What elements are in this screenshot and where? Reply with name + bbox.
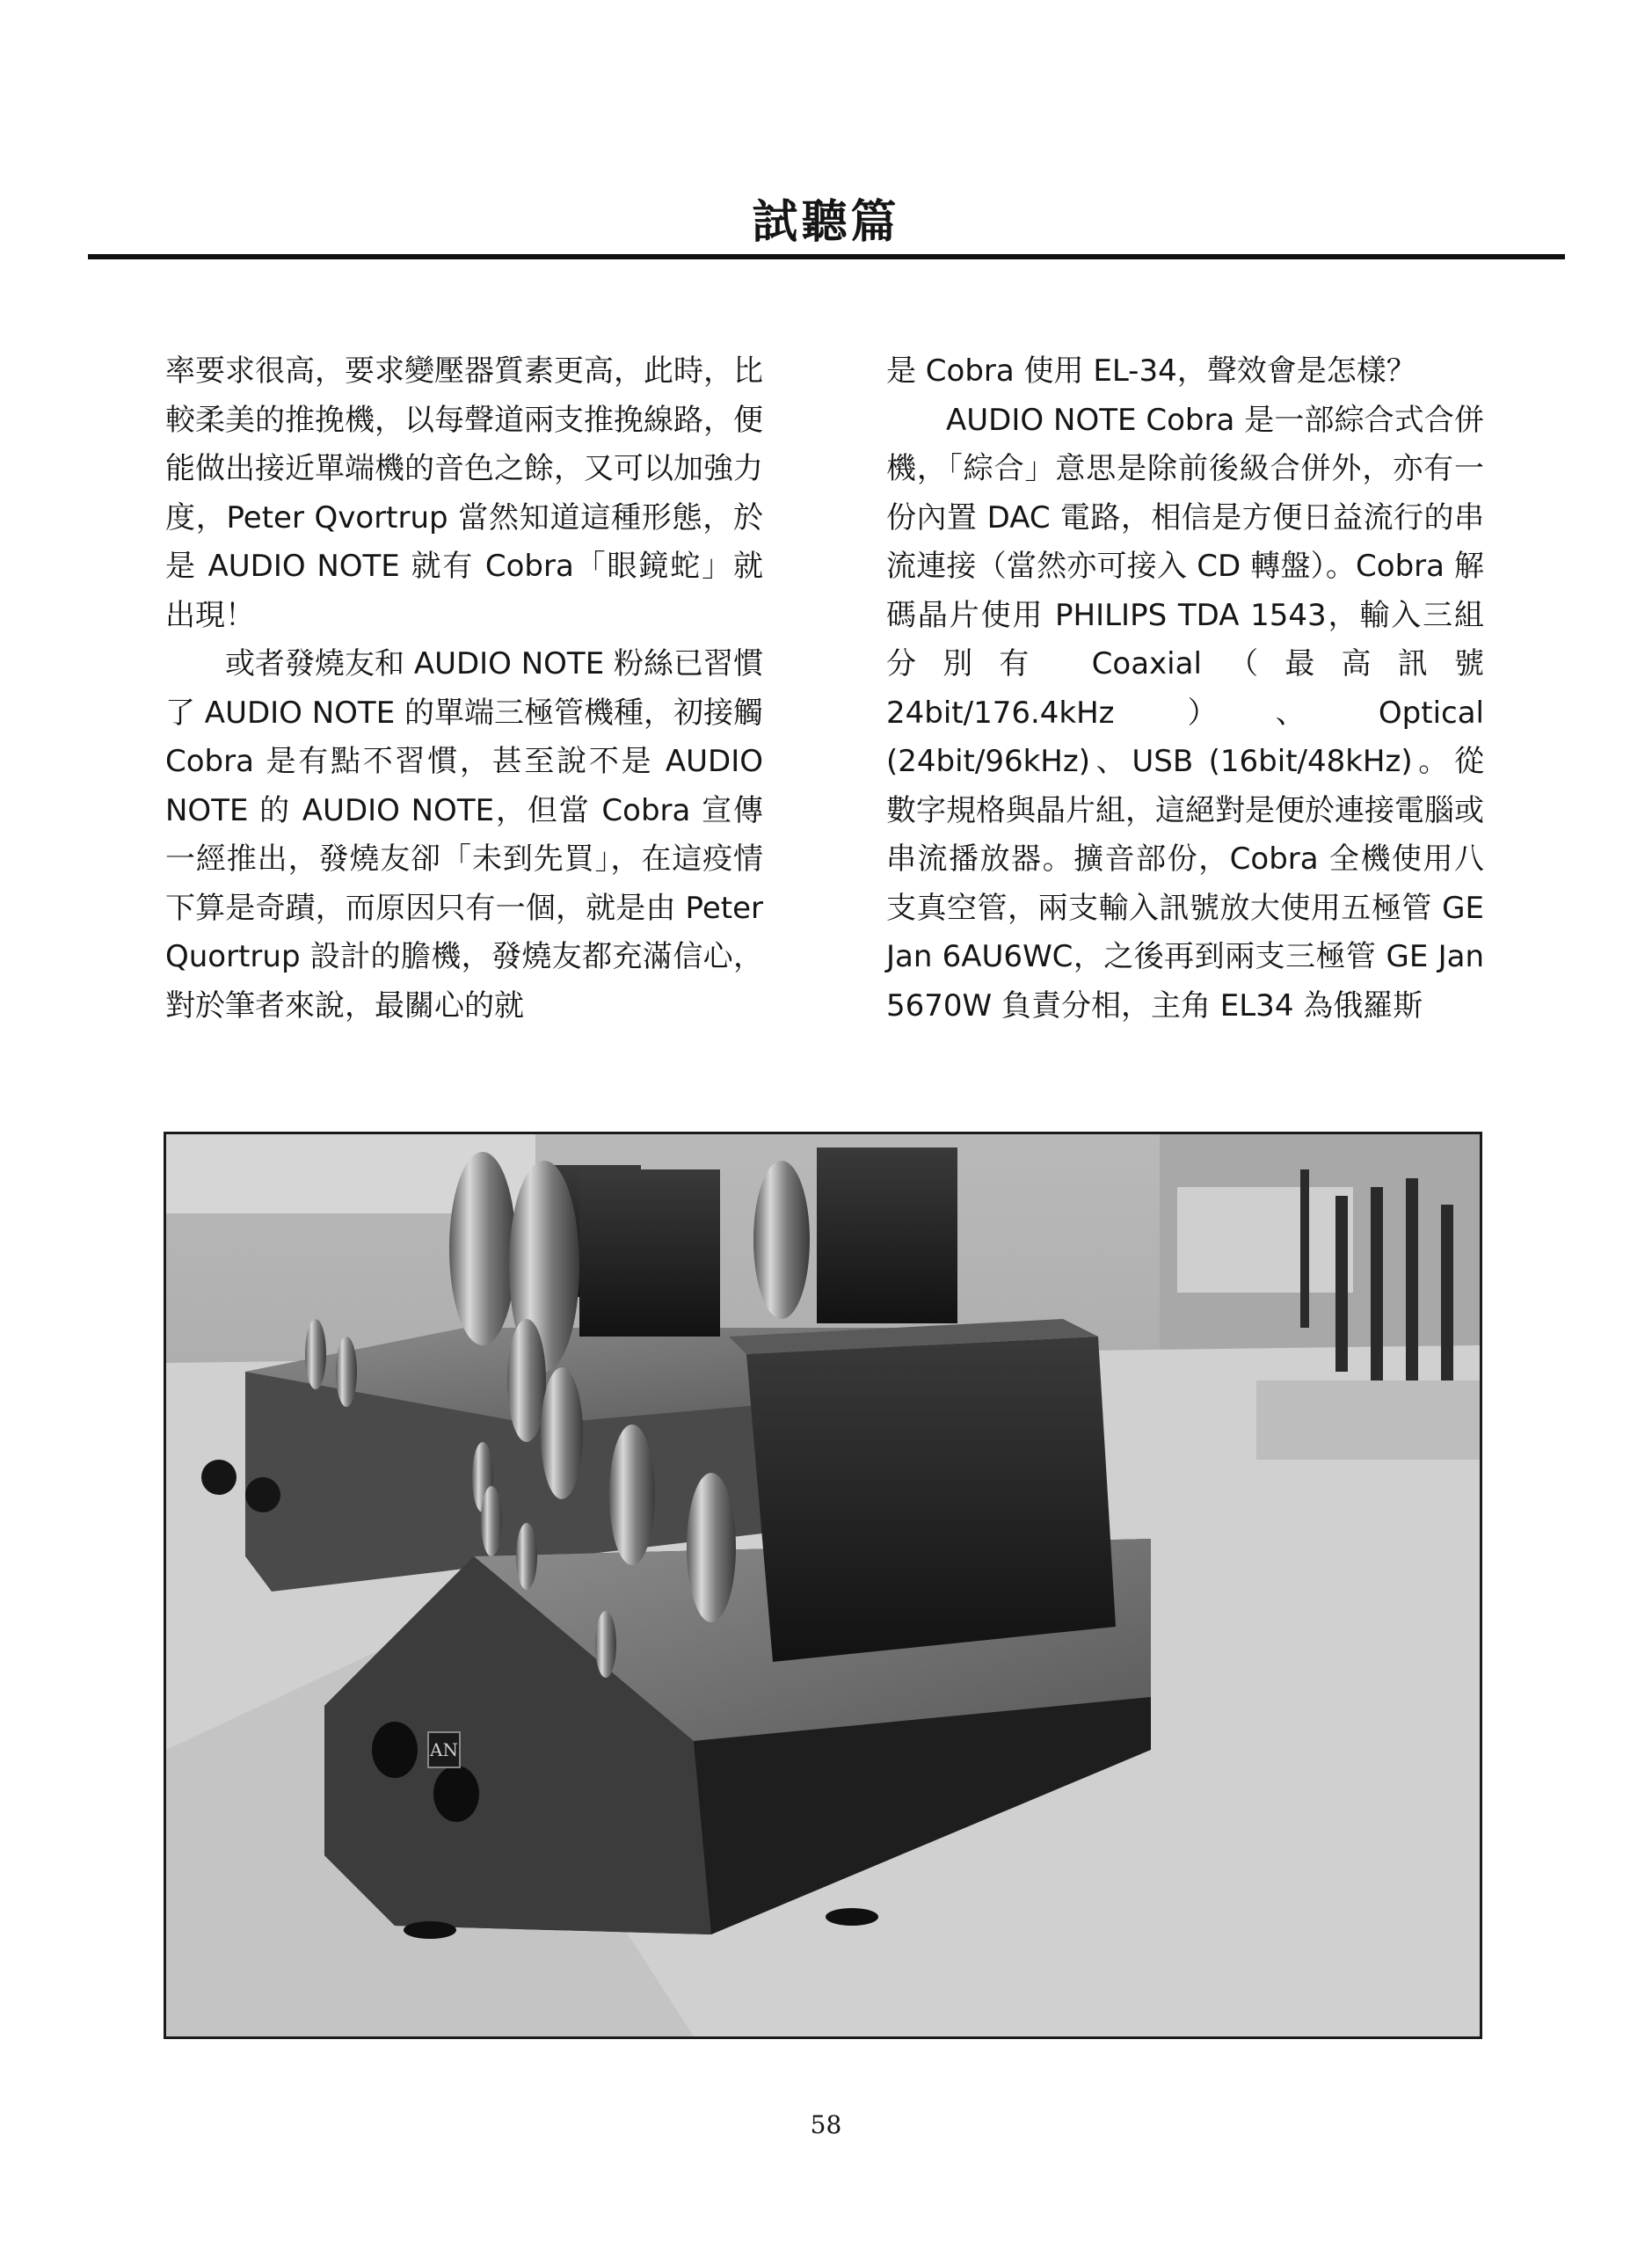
paragraph: AUDIO NOTE Cobra 是一部綜合式合併機，「綜合」意思是除前後級合併外，亦有一份內置 DAC 電路，相信是方便日益流行的串流連接（當然亦可接入 CD 轉盤）。Cobra 解碼晶片使用 PHILIPS TDA 1543，輸入三組分別有 Coaxial（最高訊號 24bit/176.4kHz）、Optical (24bit/96kHz)、USB (16bit/48kHz)。從數字規格與晶片組，這絕對是便於連接電腦或串流播放器。擴音部份，Cobra 全機使用八支真空管，兩支輸入訊號放大使用五極管 GE Jan 6AU6WC，之後再到兩支三極管 GE Jan 5670W 負責分相，主角 EL34 為俄羅斯	[886, 402, 1484, 1024]
left-column	[165, 347, 763, 1031]
paragraph: 或者發燒友和 AUDIO NOTE 粉絲已習慣了 AUDIO NOTE 的單端三極管機種，初接觸 Cobra 是有點不習慣，甚至說不是 AUDIO NOTE 的 AUDIO NOTE，但當 Cobra 宣傳一經推出，發燒友卻「未到先買」，在這疫情下算是奇蹟，而原因只有一個，就是由 Peter Quortrup 設計的膽機，發燒友都充滿信心，對於筆者來說，最關心的就	[165, 646, 763, 1024]
amplifier-photo-illustration	[166, 1134, 1480, 2036]
title-rule	[88, 254, 1565, 259]
amplifier-photo	[164, 1132, 1482, 2039]
page-number: 58	[810, 2110, 842, 2139]
section-title: 試聽篇	[752, 195, 900, 249]
right-column	[886, 347, 1484, 1031]
paragraph: 是 Cobra 使用 EL-34，聲效會是怎樣？	[886, 353, 1416, 389]
brand-badge: AN	[430, 1739, 458, 1760]
paragraph: 率要求很高，要求變壓器質素更高，此時，比較柔美的推挽機，以每聲道兩支推挽線路，便能做出接近單端機的音色之餘，又可以加強力度，Peter Qvortrup 當然知道這種形態，於是 AUDIO NOTE 就有 Cobra「眼鏡蛇」就出現！	[165, 353, 763, 633]
